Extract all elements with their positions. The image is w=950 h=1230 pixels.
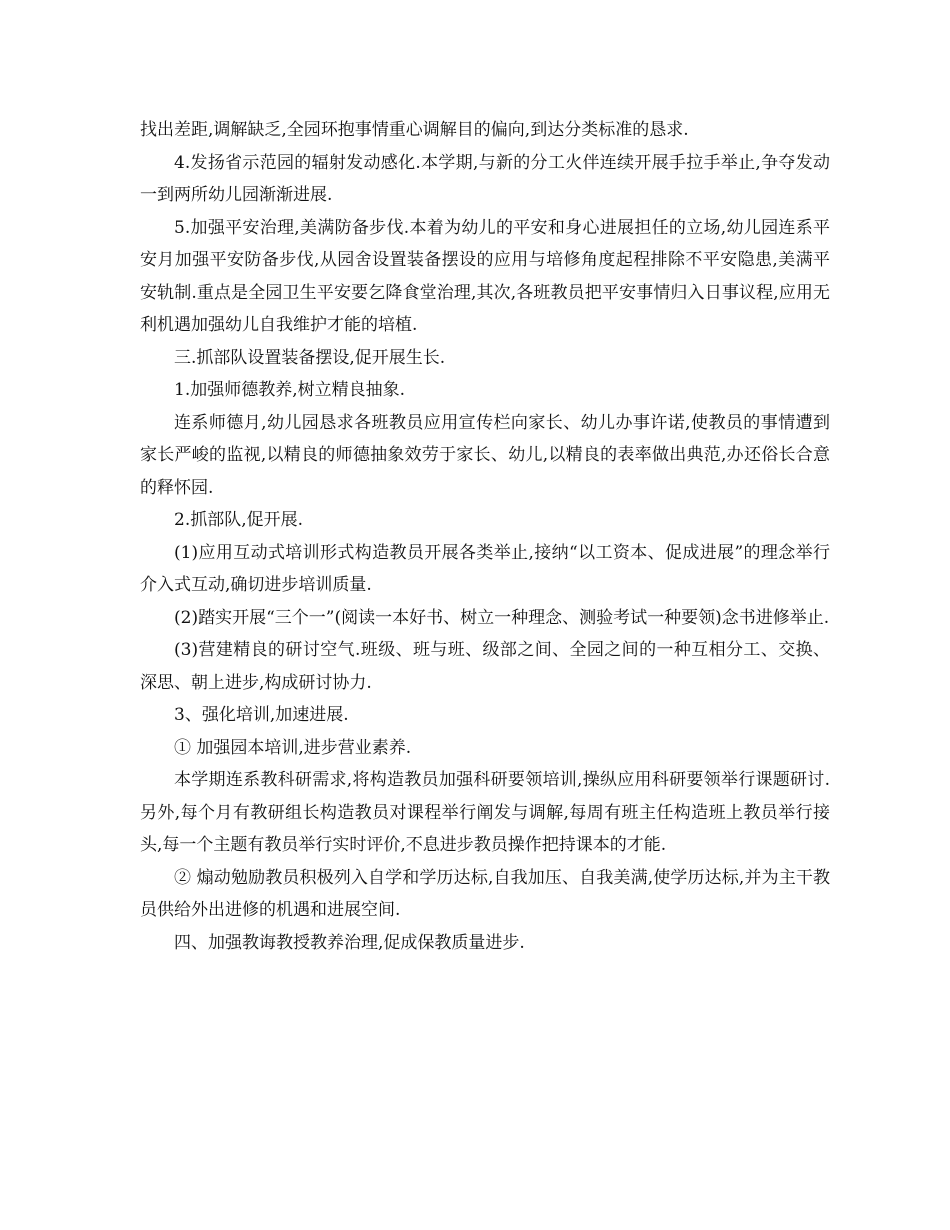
paragraph: 5.加强平安治理,美满防备步伐.本着为幼儿的平安和身心进展担任的立场,幼儿园连系平安月加强平安防备步伐,从园舍设置装备摆设的应用与培修角度起程排除不平安隐患,美满平安轨制.重点是全园卫生平安要乞降食堂治理,其次,各班教员把平安事情归入日事议程,应用无利机遇加强幼儿自我维护才能的培植. <box>140 217 830 335</box>
subsection-heading: 3、强化培训,加速进展. <box>174 705 349 725</box>
paragraph: 连系师德月,幼儿园恳求各班教员应用宣传栏向家长、幼儿办事许诺,使教员的事情遭到家长严峻的监视,以精良的师德抽象效劳于家长、幼儿,以精良的表率做出典范,办还俗长合意的释怀园. <box>140 412 830 498</box>
paragraph: 本学期连系教科研需求,将构造教员加强科研要领培训,操纵应用科研要领举行课题研讨.另外,每个月有教研组长构造教员对课程举行阐发与调解,每周有班主任构造班上教员举行接头,每一个主题有教员举行实时评价,不息进步教员操作把持课本的才能. <box>140 770 830 855</box>
subsection-heading: 1.加强师德教养,树立精良抽象. <box>174 380 406 400</box>
list-item: (1)应用互动式培训形式构造教员开展各类举止,接纳“以工资本、促成进展”的理念举行介入式互动,确切进步培训质量. <box>140 542 830 595</box>
list-item: (2)踏实开展“三个一”(阅读一本好书、树立一种理念、测验考试一种要领)念书进修举止. <box>174 607 830 628</box>
document-body <box>140 114 830 959</box>
list-item: (3)营建精良的研讨空气.班级、班与班、级部之间、全园之间的一种互相分工、交换、深思、朝上进步,构成研讨协力. <box>140 640 830 693</box>
list-item: ① 加强园本培训,进步营业素养. <box>174 737 412 758</box>
paragraph: 找出差距,调解缺乏,全园环抱事情重心调解目的偏向,到达分类标准的恳求. <box>140 120 689 140</box>
section-heading: 四、加强教诲教授教养治理,促成保教质量进步. <box>174 932 525 953</box>
section-heading: 三.抓部队设置装备摆设,促开展生长. <box>174 347 446 368</box>
paragraph: 4.发扬省示范园的辐射发动感化.本学期,与新的分工火伴连续开展手拉手举止,争夺发动一到两所幼儿园渐渐进展. <box>140 152 830 205</box>
subsection-heading: 2.抓部队,促开展. <box>174 510 304 530</box>
list-item: ② 煽动勉励教员积极列入自学和学历达标,自我加压、自我美满,使学历达标,并为主干教员供给外出进修的机遇和进展空间. <box>140 867 830 920</box>
